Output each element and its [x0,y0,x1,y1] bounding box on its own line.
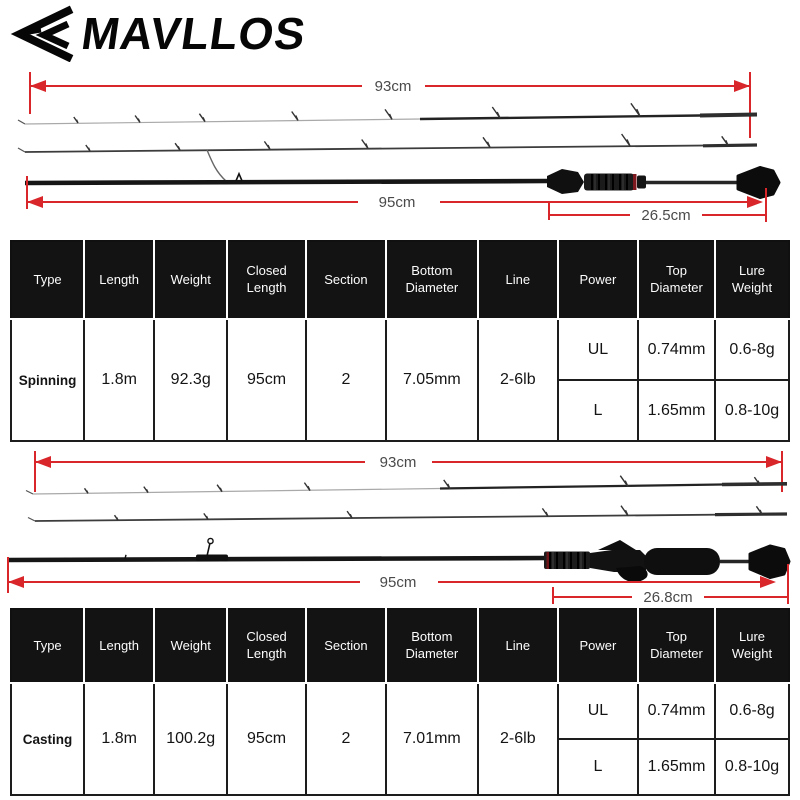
spec-table-casting [10,608,790,796]
cell-length: 1.8m [84,683,154,795]
column-header-line: Line [478,241,558,319]
column-header-bottom-diameter: Bottom Diameter [386,609,478,683]
column-header-closed-length: Closed Length [227,609,306,683]
cell-top-diameter: 0.74mm [638,683,715,739]
dim-label-95cm-spinning: 95cm [378,194,416,211]
column-header-length: Length [84,241,154,319]
cell-bottom-diameter: 7.05mm [386,319,478,441]
cell-type: Casting [11,683,84,795]
column-header-top-diameter: Top Diameter [638,241,715,319]
rod-tip-section-2 [18,134,757,181]
column-header-section: Section [306,241,386,319]
rod-tip-section-2 [28,506,787,521]
column-header-weight: Weight [154,241,227,319]
header-row [11,609,789,683]
column-header-closed-length: Closed Length [227,241,306,319]
table-row [11,683,789,739]
cell-power: L [558,380,638,441]
column-header-lure-weight: Lure Weight [715,241,789,319]
brand-logo [8,4,310,62]
cell-section: 2 [306,319,386,441]
column-header-lure-weight: Lure Weight [715,609,789,683]
dim-label-26-8cm: 26.8cm [643,589,693,606]
column-header-length: Length [84,609,154,683]
cell-top-diameter: 1.65mm [638,380,715,441]
cell-lure-weight: 0.8-10g [715,739,789,795]
dim-label-93cm-spinning: 93cm [374,78,412,95]
cell-lure-weight: 0.6-8g [715,319,789,380]
cell-line: 2-6lb [478,319,558,441]
dim-label-93cm-casting: 93cm [379,454,417,471]
cell-length: 1.8m [84,319,154,441]
cell-lure-weight: 0.8-10g [715,380,789,441]
column-header-top-diameter: Top Diameter [638,609,715,683]
spec-table-spinning [10,240,790,442]
cell-line: 2-6lb [478,683,558,795]
dim-label-26-5cm: 26.5cm [641,207,691,224]
header-row [11,241,789,319]
column-header-power: Power [558,241,638,319]
rod-tip-section-1 [18,103,757,124]
column-header-line: Line [478,609,558,683]
cell-weight: 92.3g [154,319,227,441]
eva-grip [644,548,720,575]
column-header-section: Section [306,609,386,683]
cell-section: 2 [306,683,386,795]
column-header-weight: Weight [154,609,227,683]
cell-top-diameter: 1.65mm [638,739,715,795]
rod-butt-section-spinning [25,168,779,198]
column-header-type: Type [11,241,84,319]
spinning-rod-diagram [0,64,800,240]
brand-name: MAVLLOS [78,7,310,59]
cell-closed-length: 95cm [227,319,306,441]
cell-bottom-diameter: 7.01mm [386,683,478,795]
column-header-bottom-diameter: Bottom Diameter [386,241,478,319]
butt-grip [750,546,789,578]
cell-type: Spinning [11,319,84,441]
cell-top-diameter: 0.74mm [638,319,715,380]
table-row [11,319,789,380]
spinning-reel-seat [547,169,646,194]
trigger-grip [616,566,648,582]
butt-grip [738,168,779,198]
cell-lure-weight: 0.6-8g [715,683,789,739]
column-header-type: Type [11,609,84,683]
cell-closed-length: 95cm [227,683,306,795]
fish-arrow-icon [8,4,74,62]
dim-label-95cm-casting: 95cm [379,574,417,591]
cell-power: UL [558,319,638,380]
cell-power: UL [558,683,638,739]
column-header-power: Power [558,609,638,683]
rod-tip-section-1 [26,476,787,494]
casting-rod-diagram [0,446,800,608]
casting-reel-seat [544,540,648,582]
cell-weight: 100.2g [154,683,227,795]
cell-power: L [558,739,638,795]
